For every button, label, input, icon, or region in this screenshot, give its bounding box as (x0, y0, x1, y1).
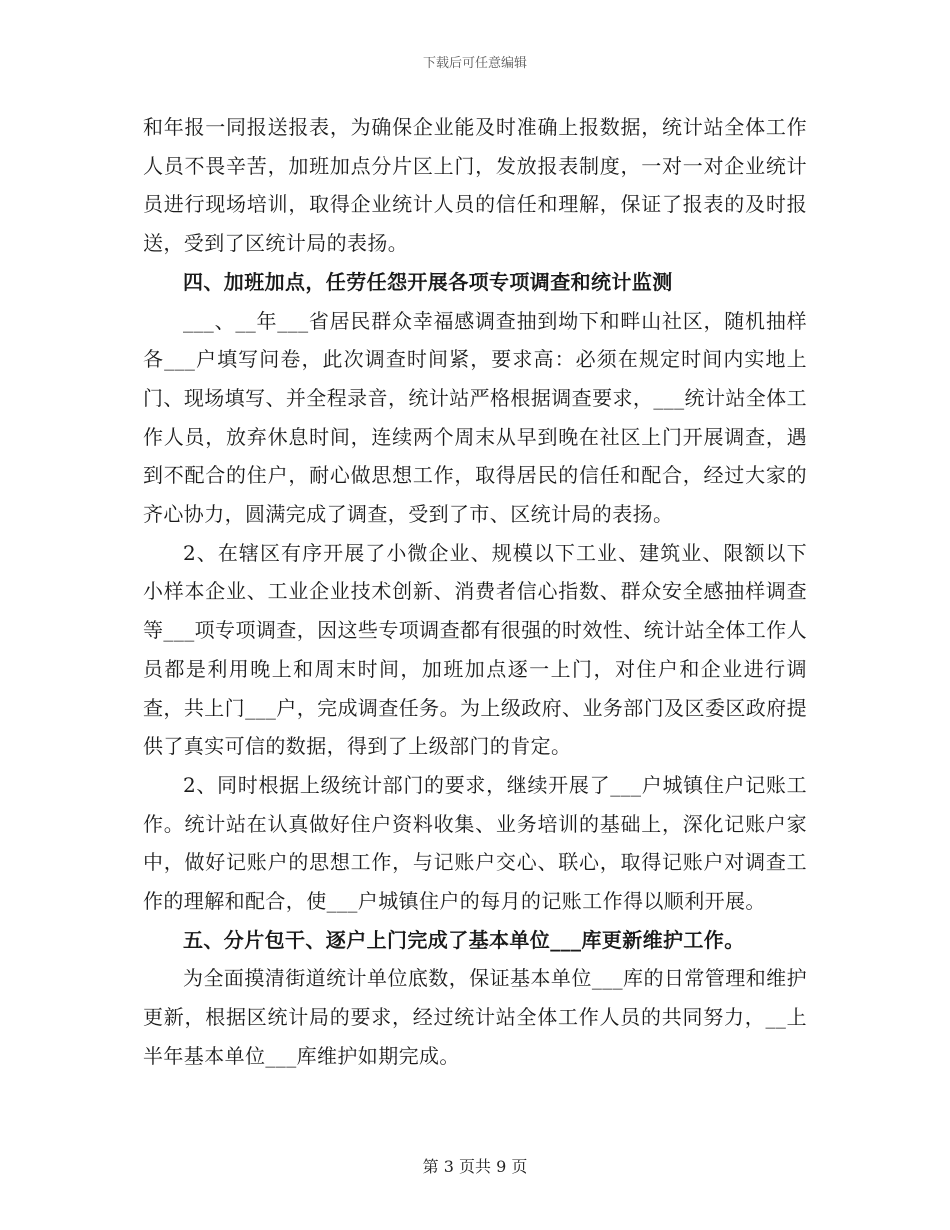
section-heading-5: 五、分片包干、逐户上门完成了基本单位___库更新维护工作。 (183, 927, 745, 952)
paragraph-basic-unit-database: 为全面摸清街道统计单位底数，保证基本单位___库的日常管理和维护更新，根据区统计局的要求，经过统计站全体工作人员的共同努力，__上半年基本单位___库维护如期完成。 (143, 966, 807, 1068)
paragraph-annual-report: 和年报一同报送报表，为确保企业能及时准确上报数据，统计站全体工作人员不畏辛苦，加班加点分片区上门，发放报表制度，一对一对企业统计员进行现场培训，取得企业统计人员的信任和理解，保证了报表的及时报送，受到了区统计局的表扬。 (143, 115, 807, 256)
paragraph-household-accounts: 2、同时根据上级统计部门的要求，继续开展了___户城镇住户记账工作。统计站在认真做好住户资料收集、业务培训的基础上，深化记账户家中，做好记账户的思想工作，与记账户交心、联心，取得记账户对调查工作的理解和配合，使___户城镇住户的每月的记账工作得以顺利开展。 (143, 772, 807, 914)
document-body (143, 108, 807, 1076)
section-heading-4: 四、加班加点，任劳任怨开展各项专项调查和统计监测 (183, 269, 673, 294)
page-header-note: 下载后可任意编辑 (422, 56, 527, 71)
paragraph-special-surveys: 2、在辖区有序开展了小微企业、规模以下工业、建筑业、限额以下小样本企业、工业企业技术创新、消费者信心指数、群众安全感抽样调查等___项专项调查，因这些专项调查都有很强的时效性、统计站全体工作人员都是利用晚上和周末时间，加班加点逐一上门，对住户和企业进行调查，共上门___户，完成调查任务。为上级政府、业务部门及区委区政府提供了真实可信的数据，得到了上级部门的肯定。 (143, 540, 807, 759)
paragraph-happiness-survey: ___、__年___省居民群众幸福感调查抽到坳下和畔山社区，随机抽样各___户填写问卷，此次调查时间紧，要求高：必须在规定时间内实地上门、现场填写、并全程录音，统计站严格根据调查要求，___统计站全体工作人员，放弃休息时间，连续两个周末从早到晚在社区上门开展调查，遇到不配合的住户，耐心做思想工作，取得居民的信任和配合，经过大家的齐心协力，圆满完成了调查，受到了市、区统计局的表扬。 (143, 308, 807, 527)
page-number: 第 3 页共 9 页 (422, 1157, 528, 1176)
